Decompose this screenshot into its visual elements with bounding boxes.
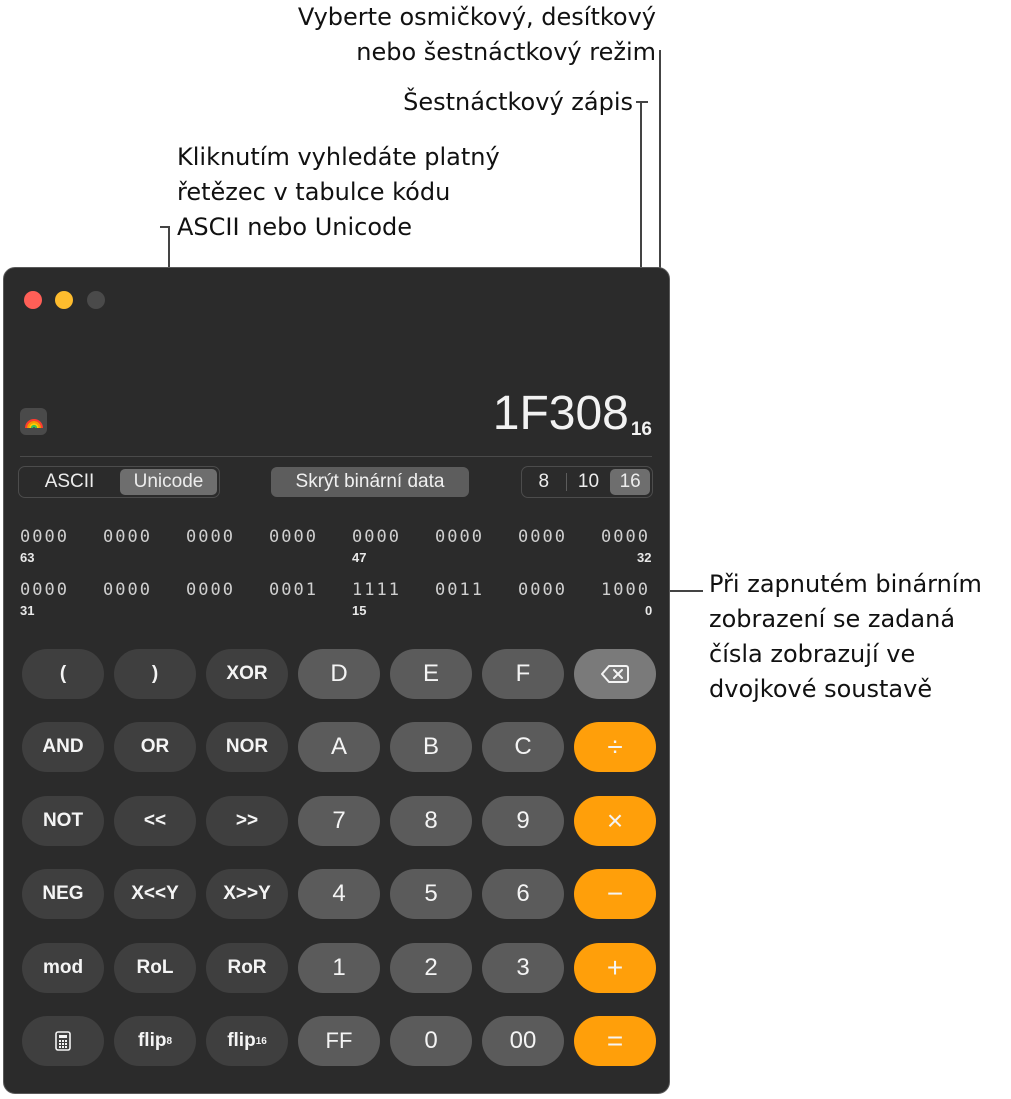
shift-left-key[interactable]: <<	[114, 796, 196, 846]
equals-key[interactable]: =	[574, 1016, 656, 1066]
callout-binary-display	[709, 567, 982, 707]
close-button[interactable]	[24, 291, 42, 309]
divide-key[interactable]: ÷	[574, 722, 656, 772]
calculator-mode-key[interactable]	[22, 1016, 104, 1066]
hex-d-key[interactable]: D	[298, 649, 380, 699]
character-preview-button[interactable]	[20, 408, 47, 435]
binary-nibble[interactable]: 0001	[269, 580, 318, 600]
binary-nibble[interactable]: 0000	[103, 580, 152, 600]
binary-nibble[interactable]: 0000	[601, 527, 650, 547]
ascii-option[interactable]: ASCII	[44, 471, 95, 492]
binary-nibble[interactable]: 0000	[20, 580, 69, 600]
hex-c-key[interactable]: C	[482, 722, 564, 772]
digit-5-key[interactable]: 5	[390, 869, 472, 919]
binary-row-high	[20, 527, 656, 567]
result-display	[493, 386, 652, 441]
binary-nibble[interactable]: 0000	[435, 527, 484, 547]
unicode-option[interactable]: Unicode	[120, 469, 217, 495]
hex-b-key[interactable]: B	[390, 722, 472, 772]
binary-nibble[interactable]: 0011	[435, 580, 484, 600]
binary-nibble[interactable]: 0000	[269, 527, 318, 547]
binary-row-low	[20, 580, 656, 620]
hex-f-key[interactable]: F	[482, 649, 564, 699]
flip-subscript: 8	[166, 1035, 173, 1047]
binary-nibble[interactable]: 0000	[518, 580, 567, 600]
neg-key[interactable]: NEG	[22, 869, 104, 919]
rotate-left-key[interactable]: RoL	[114, 943, 196, 993]
callout-text: Vyberte osmičkový, desítkový	[297, 3, 656, 31]
digit-0-key[interactable]: 0	[390, 1016, 472, 1066]
digit-7-key[interactable]: 7	[298, 796, 380, 846]
hex-e-key[interactable]: E	[390, 649, 472, 699]
bit-index-label: 15	[352, 603, 367, 618]
bit-index-label: 63	[20, 550, 35, 565]
calculator-icon	[55, 1031, 71, 1051]
binary-nibble[interactable]: 0000	[186, 580, 235, 600]
binary-nibble[interactable]: 1111	[352, 580, 401, 600]
x-shift-right-y-key[interactable]: X>>Y	[206, 869, 288, 919]
backspace-icon	[601, 664, 629, 684]
display-base: 16	[630, 419, 652, 440]
separator	[566, 473, 567, 491]
rotate-right-key[interactable]: RoR	[206, 943, 288, 993]
flip-label: flip	[227, 1030, 256, 1051]
and-key[interactable]: AND	[22, 722, 104, 772]
digit-2-key[interactable]: 2	[390, 943, 472, 993]
double-zero-key[interactable]: 00	[482, 1016, 564, 1066]
encoding-selector	[18, 466, 220, 498]
binary-nibble[interactable]: 0000	[186, 527, 235, 547]
bit-index-label: 31	[20, 603, 35, 618]
hex-a-key[interactable]: A	[298, 722, 380, 772]
zoom-button[interactable]	[87, 291, 105, 309]
hide-binary-button[interactable]: Skrýt binární data	[271, 467, 469, 497]
decimal-option[interactable]: 10	[577, 471, 600, 492]
binary-nibble[interactable]: 0000	[20, 527, 69, 547]
rainbow-icon	[24, 415, 44, 429]
add-key[interactable]: +	[574, 943, 656, 993]
multiply-key[interactable]: ×	[574, 796, 656, 846]
hex-option[interactable]: 16	[610, 469, 650, 495]
mod-key[interactable]: mod	[22, 943, 104, 993]
leader-line-hex	[636, 101, 648, 103]
display-value: 1F308	[492, 387, 629, 440]
subtract-key[interactable]: −	[574, 869, 656, 919]
base-selector	[521, 466, 653, 498]
binary-nibble[interactable]: 0000	[352, 527, 401, 547]
callout-hex-notation	[403, 85, 633, 120]
not-key[interactable]: NOT	[22, 796, 104, 846]
bit-index-label: 32	[637, 550, 652, 565]
ff-key[interactable]: FF	[298, 1016, 380, 1066]
or-key[interactable]: OR	[114, 722, 196, 772]
digit-6-key[interactable]: 6	[482, 869, 564, 919]
digit-1-key[interactable]: 1	[298, 943, 380, 993]
x-shift-left-y-key[interactable]: X<<Y	[114, 869, 196, 919]
callout-text: čísla zobrazují ve	[709, 640, 916, 668]
calculator-window	[3, 267, 670, 1094]
bit-index-label: 0	[645, 603, 653, 618]
callout-text: Kliknutím vyhledáte platný	[177, 143, 500, 171]
xor-key[interactable]: XOR	[206, 649, 288, 699]
callout-text: řetězec v tabulce kódu	[177, 178, 451, 206]
flip-subscript: 16	[255, 1035, 267, 1047]
octal-option[interactable]: 8	[538, 471, 550, 492]
delete-key[interactable]	[574, 649, 656, 699]
callout-base-mode	[298, 0, 656, 70]
callout-text: Při zapnutém binárním	[709, 570, 982, 598]
callout-text: Šestnáctkový zápis	[403, 88, 633, 116]
leader-line-table	[160, 226, 170, 228]
flip16-key[interactable]	[206, 1016, 288, 1066]
digit-3-key[interactable]: 3	[482, 943, 564, 993]
flip8-key[interactable]	[114, 1016, 196, 1066]
divider	[20, 456, 652, 457]
digit-8-key[interactable]: 8	[390, 796, 472, 846]
minimize-button[interactable]	[55, 291, 73, 309]
callout-code-table	[177, 140, 500, 245]
binary-nibble[interactable]: 0000	[518, 527, 567, 547]
nor-key[interactable]: NOR	[206, 722, 288, 772]
digit-4-key[interactable]: 4	[298, 869, 380, 919]
callout-text: dvojkové soustavě	[709, 675, 933, 703]
bit-index-label: 47	[352, 550, 367, 565]
binary-nibble[interactable]: 1000	[601, 580, 650, 600]
flip-label: flip	[137, 1030, 167, 1051]
digit-9-key[interactable]: 9	[482, 796, 564, 846]
callout-text: nebo šestnáctkový režim	[356, 38, 656, 66]
callout-text: ASCII nebo Unicode	[177, 213, 413, 241]
open-paren-key[interactable]: (	[22, 649, 104, 699]
callout-text: zobrazení se zadaná	[709, 605, 956, 633]
shift-right-key[interactable]: >>	[206, 796, 288, 846]
binary-nibble[interactable]: 0000	[103, 527, 152, 547]
close-paren-key[interactable]: )	[114, 649, 196, 699]
